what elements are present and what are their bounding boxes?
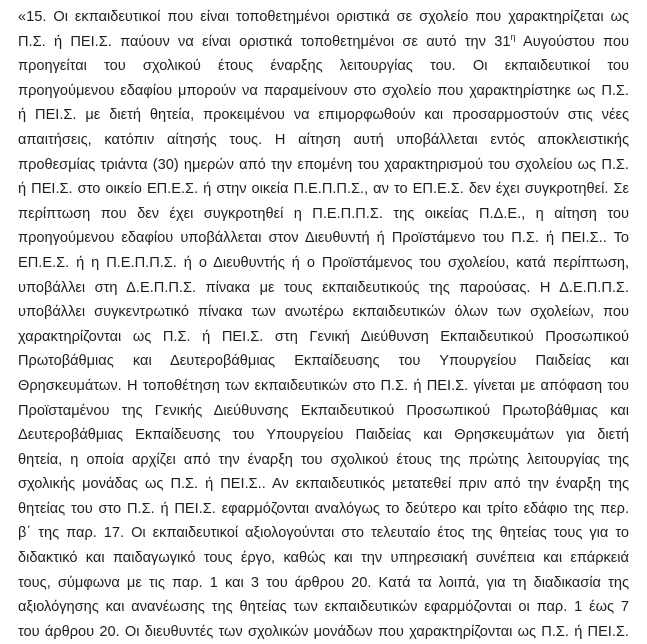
text-line-02-b: Αυγούστου που	[515, 33, 629, 50]
text-line-10: προηγούμενου εδαφίου υποβάλλεται στον Διευθυντή ή Προϊστάμενο του Π.Σ. ή ΠΕΙ.Σ.. Το	[18, 230, 629, 247]
text-line-21: θητείας του στο Π.Σ. ή ΠΕΙ.Σ. εφαρμόζονται αναλόγως το δεύτερο και τρίτο εδάφιο της περ.	[18, 500, 629, 517]
text-line-14: χαρακτηρίζονται ως Π.Σ. ή ΠΕΙ.Σ. στη Γενική Διεύθυνση Εκπαιδευτικού Προσωπικού	[18, 328, 629, 345]
text-line-06: απαιτήσεις, κατόπιν αίτησής τους. Η αίτηση αυτή υποβάλλεται εντός αποκλειστικής	[18, 131, 629, 148]
text-line-08: ή ΠΕΙ.Σ. στο οικείο ΕΠ.Ε.Σ. ή στην οικεία Π.Ε.Π.Π.Σ., αν το ΕΠ.Ε.Σ. δεν έχει συγκροτηθεί. Σε	[18, 181, 629, 198]
text-line-19: θητεία, η οποία αρχίζει από την έναρξη του σχολικού έτους της πρώτης λειτουργίας της	[18, 451, 629, 468]
text-line-20: σχολικής μονάδας ως Π.Σ. ή ΠΕΙ.Σ.. Αν εκπαιδευτικός μετατεθεί πριν από την έναρξη της	[18, 476, 629, 493]
text-line-12: υποβάλλει στη Δ.Ε.Π.Π.Σ. πίνακα με τους εκπαιδευτικούς της παρούσας. Η Δ.Ε.Π.Π.Σ.	[18, 279, 629, 296]
text-line-18: Δευτεροβάθμιας Εκπαίδευσης του Υπουργείου Παιδείας και Θρησκευμάτων για διετή	[18, 427, 629, 444]
text-line-13: υποβάλλει συγκεντρωτικό πίνακα των ανωτέρω εκπαιδευτικών όλων των σχολείων, που	[18, 304, 629, 321]
text-line-22: β΄ της παρ. 17. Οι εκπαιδευτικοί αξιολογούνται στο τελευταίο έτος της θητείας τους για το	[18, 525, 629, 542]
text-line-01-rest: Οι εκπαιδευτικοί που είναι τοποθετημένοι οριστικά σε σχολείο που χαρακτηρίζεται ως	[46, 9, 629, 25]
text-line-02-a: Π.Σ. ή ΠΕΙ.Σ. παύουν να είναι οριστικά τοποθετημένοι σε αυτό την 31	[18, 33, 511, 50]
text-line-24: τους, σύμφωνα με τις παρ. 1 και 3 του άρθρου 20. Κατά τα λοιπά, για τη διαδικασία της	[18, 574, 629, 591]
text-line-17: Προϊσταμένου της Γενικής Διεύθυνσης Εκπαιδευτικού Προσωπικού Πρωτοβάθμιας και	[18, 402, 629, 419]
legal-paragraph	[18, 5, 629, 644]
text-line-01	[18, 5, 629, 30]
text-line-03: προηγείται του σχολικού έτους έναρξης λειτουργίας του. Οι εκπαιδευτικοί του	[18, 58, 629, 75]
text-line-25: αξιολόγησης και ανανέωσης της θητείας των εκπαιδευτικών εφαρμόζονται οι παρ. 1 έως 7	[18, 599, 629, 616]
text-line-16: Θρησκευμάτων. Η τοποθέτηση των εκπαιδευτικών στο Π.Σ. ή ΠΕΙ.Σ. γίνεται με απόφαση του	[18, 377, 629, 394]
text-line-09: περίπτωση που δεν έχει συγκροτηθεί η Π.Ε.Π.Π.Σ. της οικείας Π.Δ.Ε., η αίτηση του	[18, 205, 629, 222]
text-line-15: Πρωτοβάθμιας και Δευτεροβάθμιας Εκπαίδευσης του Υπουργείου Παιδείας και	[18, 353, 629, 370]
text-line-23: διδακτικό και παιδαγωγικό τους έργο, καθώς και την υπηρεσιακή συνέπεια και επάρκειά	[18, 550, 629, 567]
text-line-11: ΕΠ.Ε.Σ. ή η Π.Ε.Π.Π.Σ. ή ο Διευθυντής ή ο Προϊστάμενος του σχολείου, κατά περίπτωση,	[18, 254, 629, 271]
text-line-05: ή ΠΕΙ.Σ. με διετή θητεία, προκειμένου να επιμορφωθούν και προσαρμοστούν στις νέες	[18, 107, 629, 124]
text-line-07: προθεσμίας τριάντα (30) ημερών από την επομένη του χαρακτηρισμού του σχολείου ως Π.Σ.	[18, 156, 629, 173]
text-line-04: προηγούμενου εδαφίου μπορούν να παραμείνουν στο σχολείο που χαρακτηρίστηκε ως Π.Σ.	[18, 82, 629, 99]
paragraph-number: «15.	[18, 9, 47, 25]
text-line-26: του άρθρου 20. Οι διευθυντές των σχολικών μονάδων που χαρακτηρίζονται ως Π.Σ. ή ΠΕΙ.Σ.	[18, 623, 629, 640]
text-line-02	[18, 30, 629, 55]
ordinal-superscript: η	[510, 31, 516, 42]
